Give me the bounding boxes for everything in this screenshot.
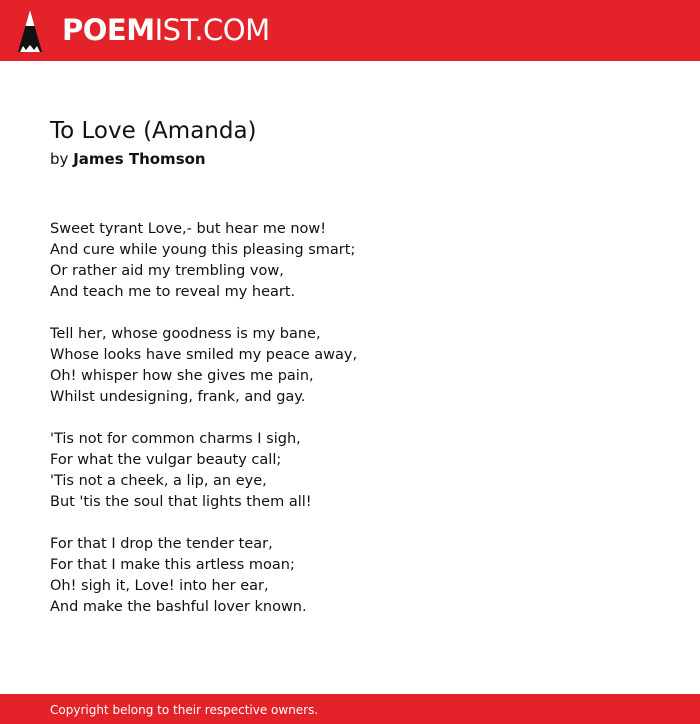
brand-light-text: IST.COM: [154, 13, 270, 47]
poem-line: 'Tis not for common charms I sigh,: [50, 431, 301, 447]
copyright-notice: Copyright belong to their respective owners.: [50, 703, 319, 717]
poem-line: Sweet tyrant Love,- but hear me now!: [50, 221, 327, 237]
poem-line: And teach me to reveal my heart.: [50, 284, 296, 300]
poem-line: For what the vulgar beauty call;: [50, 452, 282, 468]
poem-line: But 'tis the soul that lights them all!: [50, 494, 312, 510]
stanza-4: [50, 534, 650, 618]
poem-line: And cure while young this pleasing smart;: [50, 242, 356, 258]
poem-line: For that I drop the tender tear,: [50, 536, 273, 552]
stanza-1: [50, 219, 650, 303]
poem-line: Tell her, whose goodness is my bane,: [50, 326, 321, 342]
poem-line: Oh! sigh it, Love! into her ear,: [50, 578, 269, 594]
poem-line: Whilst undesigning, frank, and gay.: [50, 389, 306, 405]
poem-line: For that I make this artless moan;: [50, 557, 295, 573]
byline-prefix: by: [50, 150, 69, 168]
poem-title: To Love (Amanda): [50, 118, 257, 144]
pencil-tip-icon[interactable]: [18, 10, 42, 52]
poem-line: And make the bashful lover known.: [50, 599, 307, 615]
poem-line: Or rather aid my trembling vow,: [50, 263, 284, 279]
poem-byline: [50, 149, 206, 169]
stanza-2: [50, 324, 650, 408]
poem-line: 'Tis not a cheek, a lip, an eye,: [50, 473, 267, 489]
poem-line: Oh! whisper how she gives me pain,: [50, 368, 314, 384]
poem-author: James Thomson: [73, 150, 206, 168]
site-footer: [0, 694, 700, 724]
poem-body: [50, 219, 650, 639]
brand-bold-text: POEM: [62, 13, 155, 47]
site-logo-text[interactable]: [62, 13, 270, 47]
poem-line: Whose looks have smiled my peace away,: [50, 347, 358, 363]
site-header: [0, 0, 700, 61]
stanza-3: [50, 429, 650, 513]
